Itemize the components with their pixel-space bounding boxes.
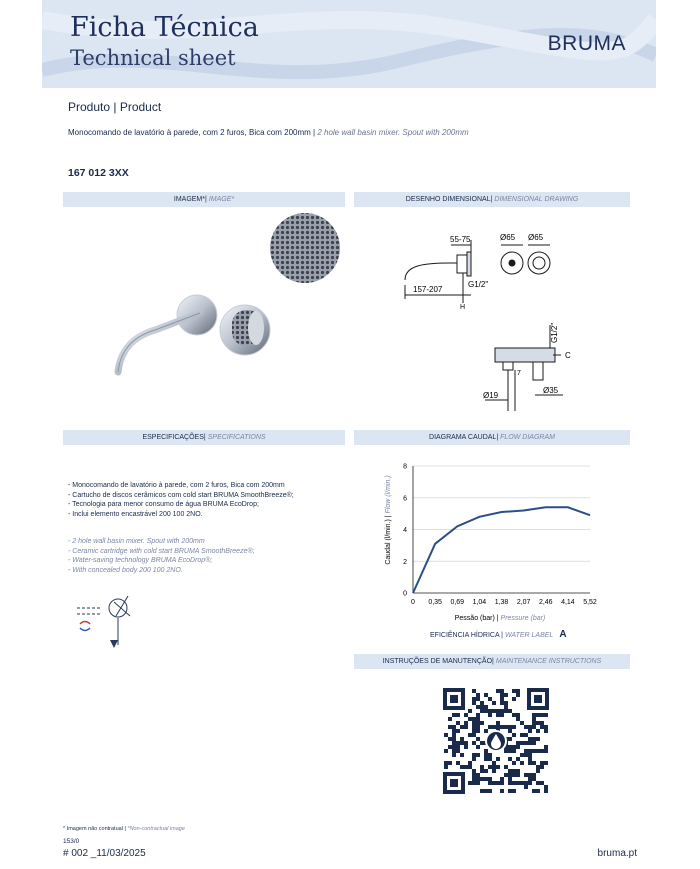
brand-logo: BRUMA <box>547 32 626 55</box>
y-tick-label: 8 <box>403 463 407 471</box>
y-tick-label: 2 <box>403 558 407 566</box>
ylabel-pt: Caudal (l/min.) <box>385 519 392 565</box>
dim-label-2: Ø65 <box>500 233 516 242</box>
section-specs-bar <box>63 430 345 445</box>
dim-label-8: C <box>565 351 571 360</box>
x-tick-label: 1,04 <box>472 599 487 606</box>
x-tick-label: 2,07 <box>516 599 531 606</box>
product-label: Produto | Product <box>68 100 162 114</box>
footer-site-link[interactable]: bruma.pt <box>597 848 637 859</box>
x-tick-label: 0,35 <box>428 599 442 606</box>
xlabel-en: Pressure (bar) <box>500 615 546 622</box>
section-specs-pt: ESPECIFICAÇÕES <box>142 434 204 441</box>
product-desc-pt: Monocomando de lavatório à parede, com 2 furos, Bica com 200mm <box>68 128 311 137</box>
dim-label-10: Ø35 <box>543 386 559 395</box>
title-en: Technical sheet <box>70 46 236 70</box>
section-image-sep: | <box>205 196 207 203</box>
cold-start-icon <box>72 590 142 654</box>
y-tick-label: 6 <box>403 495 407 503</box>
section-maint-bar <box>354 654 630 669</box>
product-desc-sep: | <box>310 128 318 137</box>
dim-label-4: 157-207 <box>413 285 443 294</box>
spec-item: - Cartucho de discos cerâmicos com cold start BRUMA SmoothBreeze®; <box>68 491 294 499</box>
x-tick-label: 5,52 <box>583 599 597 606</box>
section-drawing-en: DIMENSIONAL DRAWING <box>494 196 579 203</box>
x-tick-label: 2,46 <box>538 599 553 606</box>
title-pt: Ficha Técnica <box>70 12 259 43</box>
y-tick-label: 0 <box>403 590 407 598</box>
x-tick-label: 4,14 <box>561 599 575 606</box>
footer-note-en: *Non-contractual image <box>127 826 185 832</box>
footer-note-sep: | <box>122 826 128 832</box>
knurl-detail-icon <box>270 213 340 283</box>
dim-label-3: Ø65 <box>528 233 544 242</box>
section-flow-sep: | <box>496 434 499 441</box>
section-flow-en: FLOW DIAGRAM <box>500 434 555 441</box>
spec-item: - Tecnologia para menor consumo de água BRUMA EcoDrop; <box>68 501 259 508</box>
footer-doc-id: # 002 _11/03/2025 <box>63 848 146 859</box>
flow-series-line <box>413 507 590 593</box>
footer-note <box>63 826 185 832</box>
maintenance-qr-code[interactable] <box>443 688 549 794</box>
dim-label-1: 55-75 <box>450 235 471 244</box>
chart-y-axis-label <box>385 475 392 564</box>
water-label-grade: A <box>559 629 567 640</box>
section-maint-pt: INSTRUÇÕES DE MANUTENÇÃO <box>382 658 493 665</box>
flow-chart <box>378 458 608 623</box>
section-drawing-pt: DESENHO DIMENSIONAL <box>405 196 491 203</box>
water-label-en: WATER LABEL <box>504 632 554 639</box>
section-specs-en: SPECIFICATIONS <box>207 434 266 441</box>
section-image-en: IMAGE* <box>208 196 235 203</box>
x-tick-label: 0,69 <box>450 599 465 606</box>
spec-item-en: - Ceramic cartridge with cold start BRUMA SmoothBreeze®; <box>68 547 255 555</box>
y-tick-label: 4 <box>403 527 407 534</box>
spec-item-en: - With concealed body 200 100 2NO. <box>68 566 183 574</box>
product-desc-en: 2 hole wall basin mixer. Spout with 200mm <box>317 128 469 137</box>
water-label-sep: | <box>499 632 505 639</box>
section-image-pt: IMAGEM* <box>173 196 205 203</box>
x-tick-label: 1,38 <box>494 599 509 606</box>
section-image-bar <box>63 192 345 207</box>
spec-item: - Inclui elemento encastrável 200 100 2NO. <box>68 510 203 518</box>
chart-x-axis-label <box>455 615 546 622</box>
specs-list-en <box>68 537 255 575</box>
product-image <box>100 210 350 380</box>
section-flow-pt: DIAGRAMA CAUDAL <box>429 434 497 441</box>
product-code: 167 012 3XX <box>68 167 129 179</box>
ylabel-sep: | <box>385 513 392 520</box>
section-specs-sep: | <box>203 434 206 441</box>
section-flow-bar <box>354 430 630 445</box>
water-label <box>430 629 567 640</box>
xlabel-pt: Pessão (bar) <box>454 615 495 622</box>
header-banner <box>42 0 656 88</box>
ylabel-en: Flow (l/min.) <box>385 475 392 514</box>
product-description <box>68 128 469 137</box>
section-drawing-sep: | <box>490 196 493 203</box>
section-maint-en: MAINTENANCE INSTRUCTIONS <box>495 658 602 665</box>
footer-note-pt: * Imagem não contratual <box>63 826 123 832</box>
spec-item-en: - Water-saving technology BRUMA EcoDrop®; <box>68 557 213 564</box>
xlabel-sep: | <box>494 615 501 622</box>
dim-label-5: G1/2" <box>468 280 489 289</box>
spec-item: - Monocomando de lavatório à parede, com 2 furos, Bica com 200mm <box>68 482 285 489</box>
x-tick-label: 0 <box>411 599 415 606</box>
specs-list-pt <box>68 481 294 519</box>
dim-label-11: Ø19 <box>483 391 499 400</box>
spec-item-en: - 2 hole wall basin mixer. Spout with 200mm <box>68 538 205 545</box>
section-maint-sep: | <box>492 658 494 665</box>
dim-label-7: G1/2" <box>550 322 559 343</box>
footer-version: 153/0 <box>63 838 80 845</box>
dim-label-6: H <box>460 304 466 311</box>
water-label-pt: EFICIÊNCIA HÍDRICA <box>430 632 500 639</box>
dim-label-9: 7 <box>517 370 521 377</box>
dimensional-drawing <box>395 225 595 415</box>
section-drawing-bar <box>354 192 630 207</box>
